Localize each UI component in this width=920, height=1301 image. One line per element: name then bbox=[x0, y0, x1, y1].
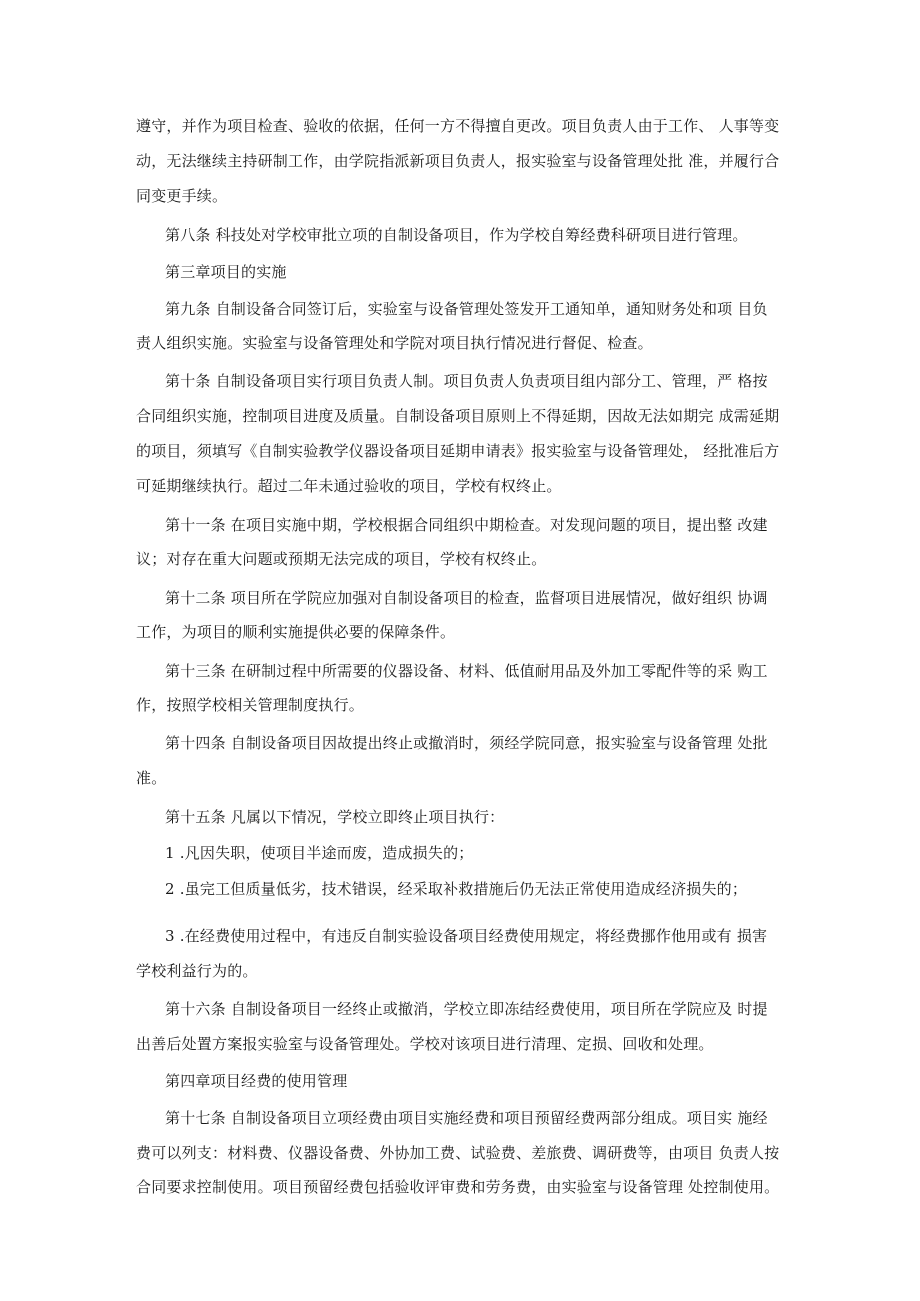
article-12: 第十二条 项目所在学院应加强对自制设备项目的检查，监督项目进展情况，做好组织 协调 bbox=[165, 589, 768, 607]
article-15: 第十五条 凡属以下情况，学校立即终止项目执行： bbox=[165, 808, 505, 826]
article-17: 第十七条 自制设备项目立项经费由项目实施经费和项目预留经费两部分组成。项目实 施经 bbox=[165, 1109, 768, 1127]
article-11: 第十一条 在项目实施中期，学校根据合同组织中期检查。对发现问题的项目，提出整 改建 bbox=[165, 516, 768, 534]
text-line: 学校利益行为的。 bbox=[136, 962, 258, 980]
text-line: 出善后处置方案报实验室与设备管理处。学校对该项目进行清理、定损、回收和处理。 bbox=[136, 1035, 714, 1053]
chapter-3-heading: 第三章项目的实施 bbox=[165, 263, 287, 281]
text-line: 工作，为项目的顺利实施提供必要的保障条件。 bbox=[136, 623, 456, 641]
text-line: 的项目，须填写《自制实验教学仪器设备项目延期申请表》报实验室与设备管理处， 经批准后方 bbox=[136, 442, 780, 460]
text-line: 准。 bbox=[136, 769, 167, 787]
article-9: 第九条 自制设备合同签订后，实验室与设备管理处签发开工通知单，通知财务处和项 目负 bbox=[165, 300, 768, 318]
text-line: 动，无法继续主持研制工作，由学院指派新项目负责人，报实验室与设备管理处批 准，并履行合 bbox=[136, 152, 780, 170]
chapter-4-heading: 第四章项目经费的使用管理 bbox=[165, 1072, 348, 1090]
text-line: 遵守，并作为项目检查、验收的依据，任何一方不得擅自更改。项目负责人由于工作、 人事等变 bbox=[136, 117, 780, 135]
text-line: 作，按照学校相关管理制度执行。 bbox=[136, 696, 365, 714]
list-item: 3 .在经费使用过程中，有违反自制实验设备项目经费使用规定，将经费挪作他用或有 损害 bbox=[165, 927, 768, 945]
article-14: 第十四条 自制设备项目因故提出终止或撤消时，须经学院同意，报实验室与设备管理 处批 bbox=[165, 734, 768, 752]
article-10: 第十条 自制设备项目实行项目负责人制。项目负责人负责项目组内部分工、管理，严 格按 bbox=[165, 372, 768, 390]
article-16: 第十六条 自制设备项目一经终止或撤消，学校立即冻结经费使用，项目所在学院应及 时提 bbox=[165, 1000, 768, 1018]
text-line: 费可以列支：材料费、仪器设备费、外协加工费、试验费、差旅费、调研费等，由项目 负责人按 bbox=[136, 1144, 780, 1162]
article-13: 第十三条 在研制过程中所需要的仪器设备、材料、低值耐用品及外加工零配件等的采 购工 bbox=[165, 662, 768, 680]
text-line: 可延期继续执行。超过二年未通过验收的项目，学校有权终止。 bbox=[136, 477, 562, 495]
text-line: 议；对存在重大问题或预期无法完成的项目，学校有权终止。 bbox=[136, 550, 547, 568]
text-line: 合同组织实施，控制项目进度及质量。自制设备项目原则上不得延期，因故无法如期完 成需延期 bbox=[136, 407, 780, 425]
text-line: 同变更手续。 bbox=[136, 187, 228, 205]
article-8: 第八条 科技处对学校审批立项的自制设备项目，作为学校自筹经费科研项目进行管理。 bbox=[165, 226, 748, 244]
list-item: 2 .虽完工但质量低劣，技术错误，经采取补救措施后仍无法正常使用造成经济损失的； bbox=[165, 880, 748, 898]
list-item: 1 .凡因失职，使项目半途而废，造成损失的； bbox=[165, 844, 474, 862]
text-line: 责人组织实施。实验室与设备管理处和学院对项目执行情况进行督促、检查。 bbox=[136, 334, 653, 352]
text-line: 合同要求控制使用。项目预留经费包括验收评审费和劳务费，由实验室与设备管理 处控制使用。 bbox=[136, 1178, 780, 1196]
